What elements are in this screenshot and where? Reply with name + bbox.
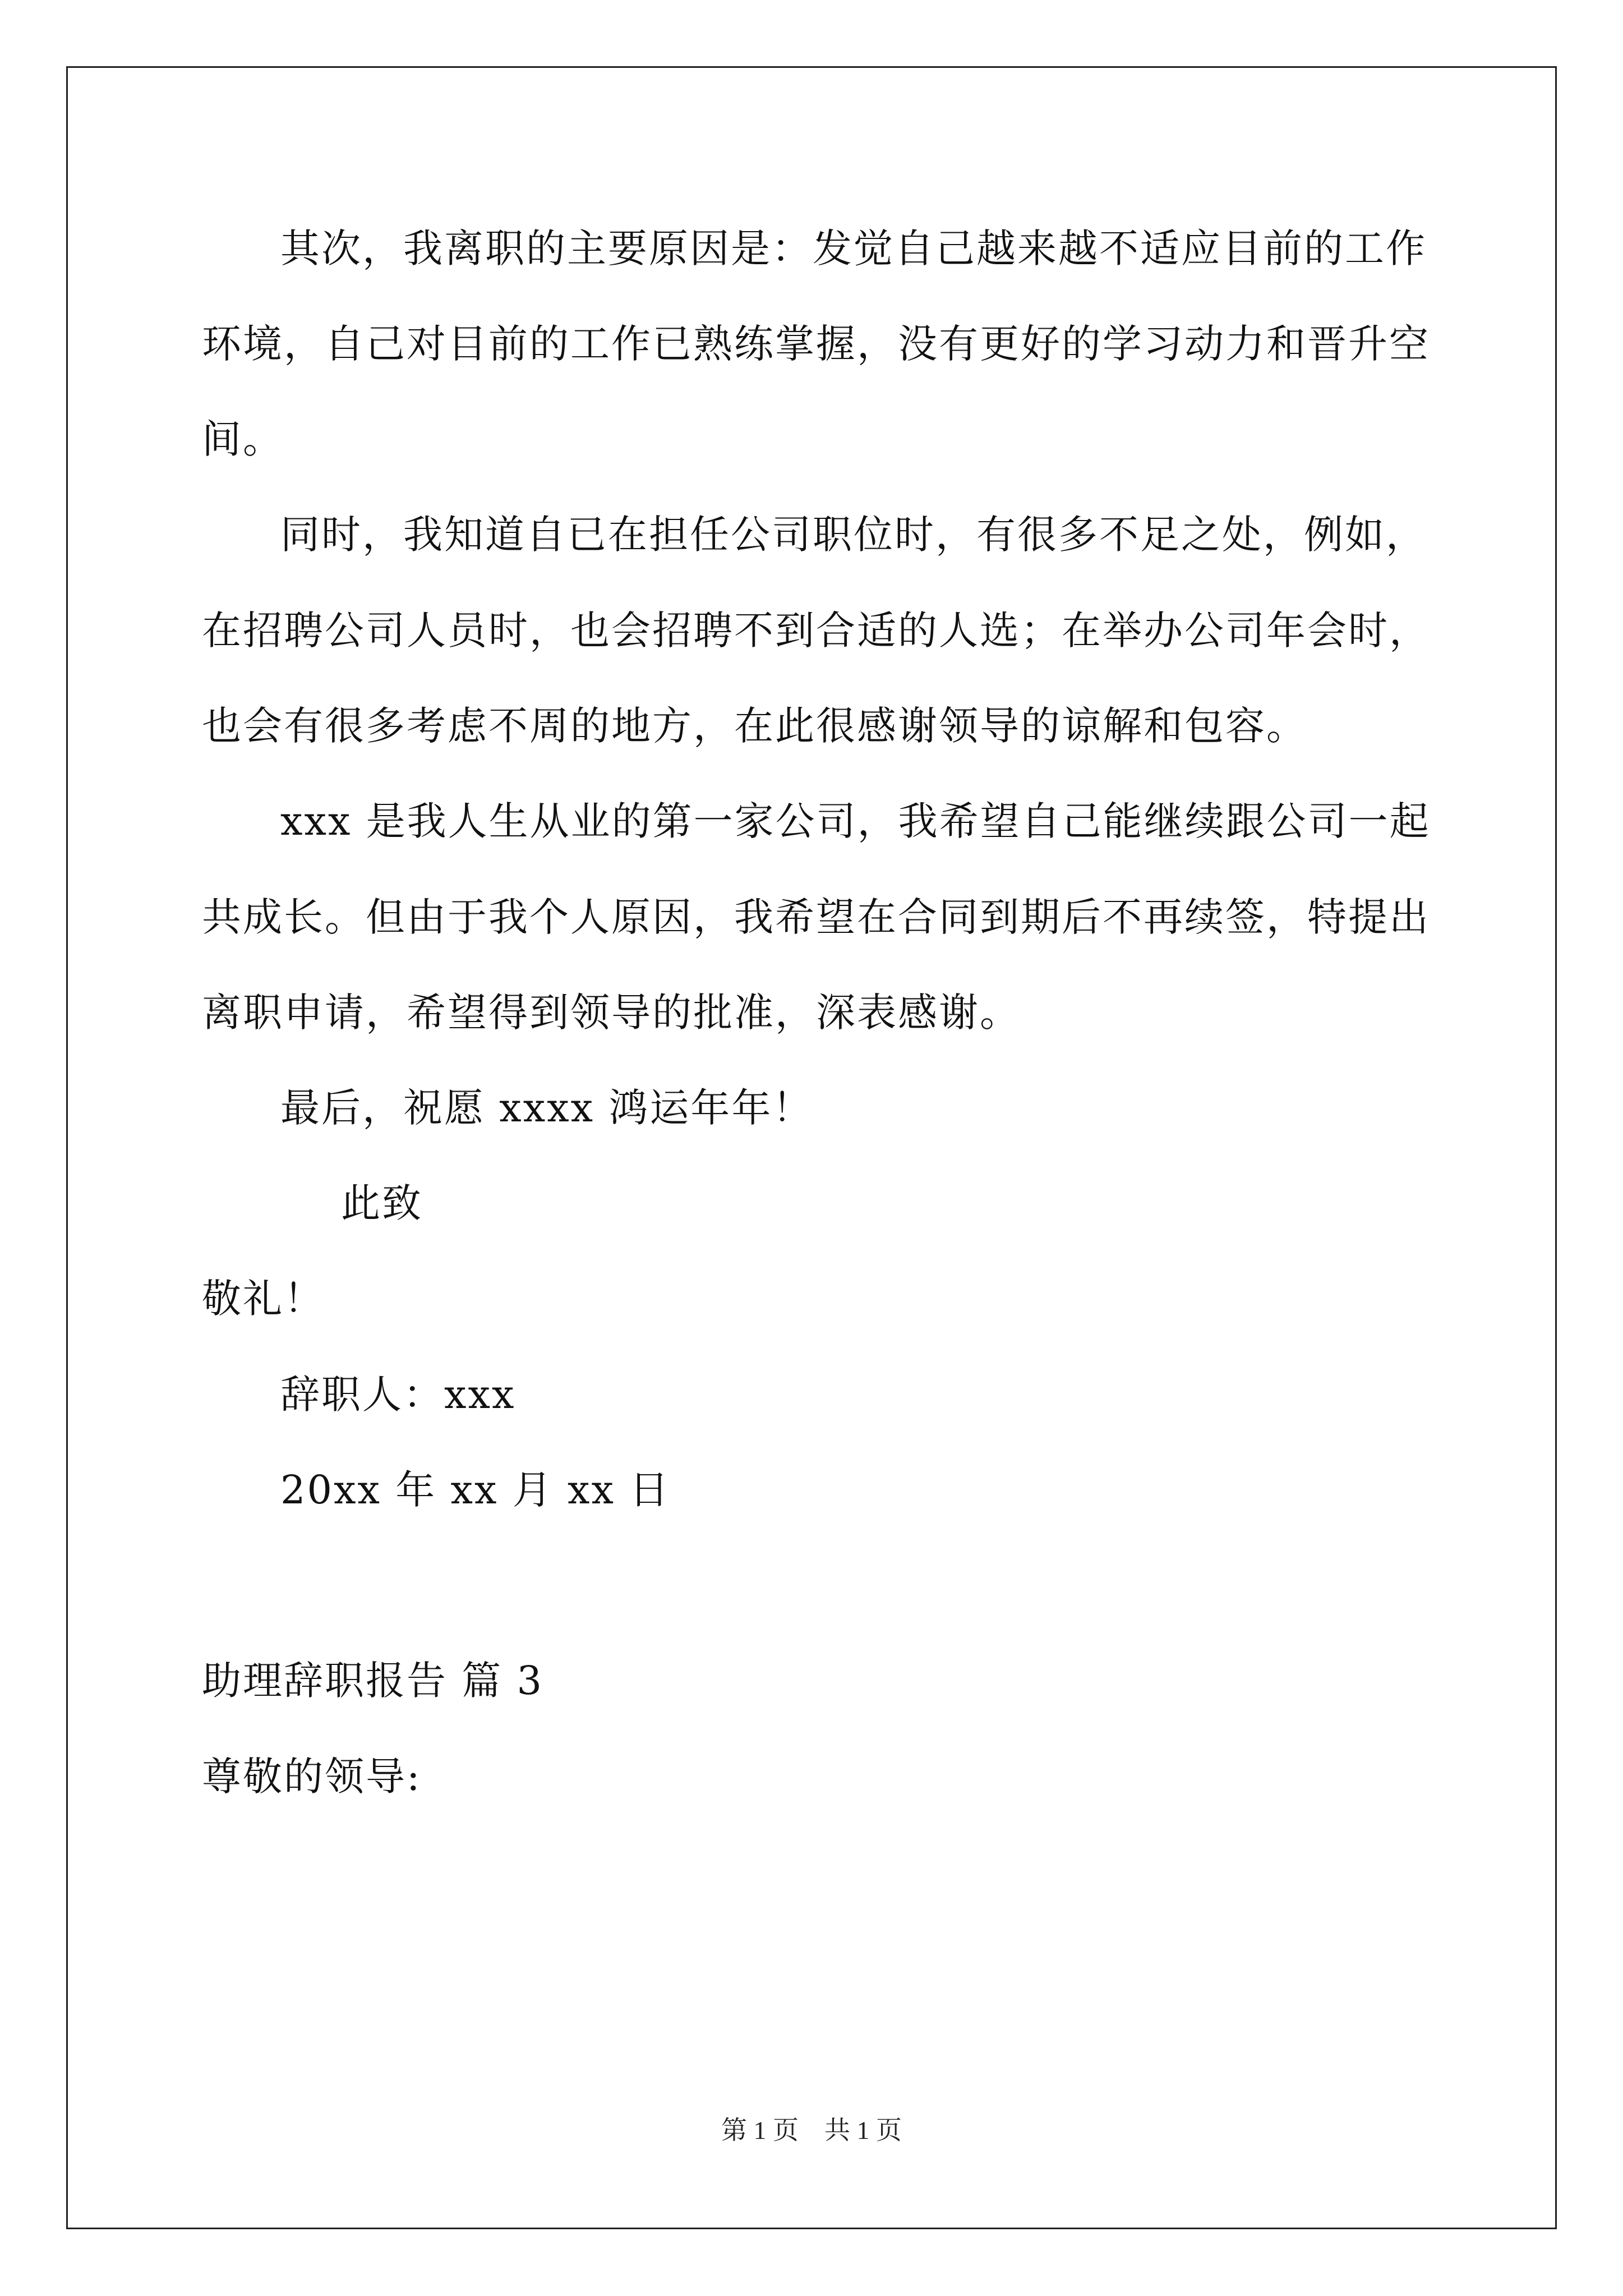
signer: 辞职人：xxx: [280, 1372, 516, 1418]
paragraph-3-line-2: 共成长。但由于我个人原因，我希望在合同到期后不再续签，特提出: [202, 894, 1430, 940]
paragraph-1-line-1: 其次，我离职的主要原因是：发觉自己越来越不适应目前的工作: [280, 226, 1427, 272]
paragraph-3-line-3: 离职申请，希望得到领导的批准，深表感谢。: [202, 990, 1021, 1036]
paragraph-2-line-3: 也会有很多考虑不周的地方，在此很感谢领导的谅解和包容。: [202, 703, 1307, 749]
paragraph-2-line-1: 同时，我知道自已在担任公司职位时，有很多不足之处，例如，: [280, 512, 1427, 558]
page-footer: 第 1 页 共 1 页: [721, 2116, 902, 2145]
greeting: 尊敬的领导:: [202, 1754, 422, 1800]
paragraph-1-line-2: 环境，自己对目前的工作已熟练掌握，没有更好的学习动力和晋升空: [202, 321, 1430, 367]
page-border: [66, 66, 1557, 2229]
signature-date: 20xx 年 xx 月 xx 日: [280, 1467, 671, 1513]
paragraph-3-line-1: xxx 是我人生从业的第一家公司，我希望自己能继续跟公司一起: [280, 798, 1431, 844]
paragraph-1-line-3: 间。: [202, 416, 284, 462]
paragraph-4-line-1: 最后，祝愿 xxxx 鸿运年年！: [280, 1085, 814, 1131]
closing-salute: 此致: [341, 1180, 423, 1226]
paragraph-2-line-2: 在招聘公司人员时，也会招聘不到合适的人选；在举办公司年会时，: [202, 608, 1430, 654]
section-title: 助理辞职报告 篇 3: [202, 1658, 544, 1704]
closing-regards: 敬礼！: [202, 1276, 325, 1322]
